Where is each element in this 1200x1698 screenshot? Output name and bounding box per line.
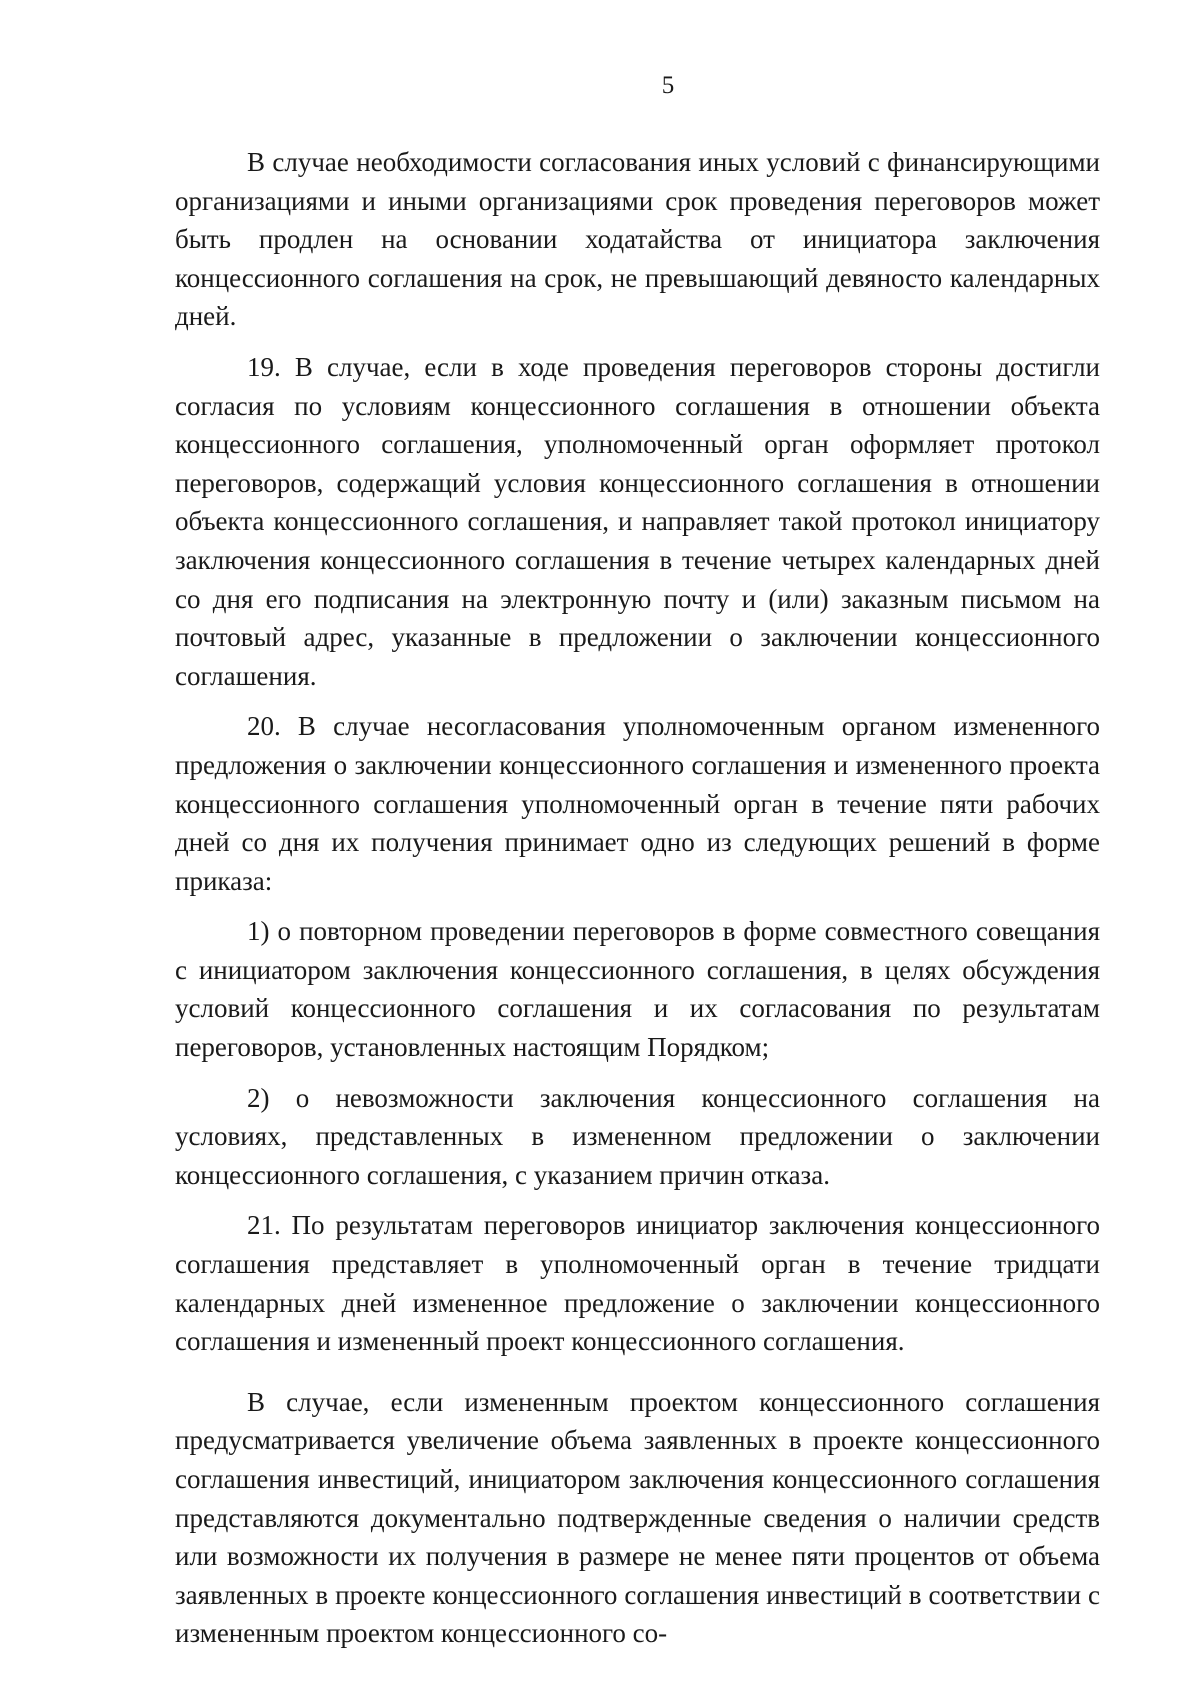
paragraph-extension-of-negotiations: В случае необходимости согласования иных условий с финансирующими организациями и иными организациями срок проведения переговоров может быть продлен на основании ходатайства от инициатора заключения концессионного соглашения на срок, не превышающий девяносто календарных дней.: [175, 147, 1100, 332]
paragraph-clause-21: 21. По результатам переговоров инициатор заключения концессионного соглашения представляет в уполномоченный орган в течение тридцати календарных дней измененное предложение о заключении концессионного соглашения и измененный проект концессионного соглашения.: [175, 1210, 1100, 1357]
paragraph-clause-20-item-2: 2) о невозможности заключения концессионного соглашения на условиях, представленных в измененном предложении о заключении концессионного соглашения, с указанием причин отказа.: [175, 1082, 1100, 1190]
paragraph-clause-19: 19. В случае, если в ходе проведения переговоров стороны достигли согласия по условиям концессионного соглашения в отношении объекта концессионного соглашения, уполномоченный орган оформляет протокол переговоров, содержащий условия концессионного соглашения в отношении объекта концессионного соглашения, и направляет такой протокол инициатору заключения концессионного соглашения в течение четырех календарных дней со дня его подписания на электронную почту и (или) заказным письмом на почтовый адрес, указанные в предложении о заключении концессионного соглашения.: [175, 351, 1100, 691]
paragraph-increase-of-investments: В случае, если измененным проектом концессионного соглашения предусматривается увеличение объема заявленных в проекте концессионного соглашения инвестиций, инициатором заключения концессионного соглашения представляются документально подтвержденные сведения о наличии средств или возможности их получения в размере не менее пяти процентов от объема заявленных в проекте концессионного соглашения инвестиций в соответствии с измененным проектом концессионного со-: [175, 1386, 1100, 1649]
paragraph-clause-20: 20. В случае несогласования уполномоченным органом измененного предложения о заключении концессионного соглашения и измененного проекта концессионного соглашения уполномоченный орган в течение пяти рабочих дней со дня их получения принимает одно из следующих решений в форме приказа:: [175, 711, 1100, 896]
page-number: 5: [661, 72, 675, 99]
paragraph-clause-20-item-1: 1) о повторном проведении переговоров в форме совместного совещания с инициатором заключения концессионного соглашения, в целях обсуждения условий концессионного соглашения и их согласования по результатам переговоров, установленных настоящим Порядком;: [175, 916, 1100, 1063]
document-body: [175, 143, 1100, 1653]
